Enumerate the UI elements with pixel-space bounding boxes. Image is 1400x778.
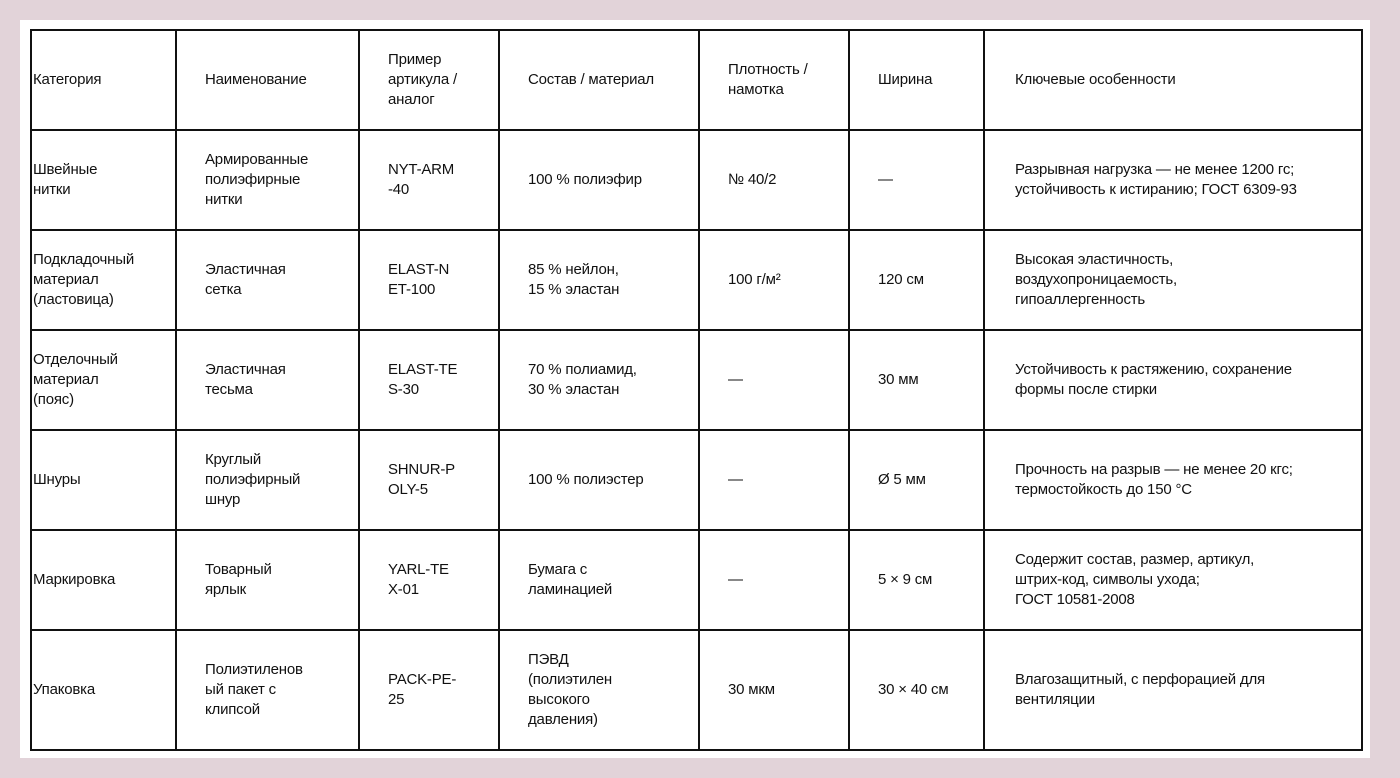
- cell-features: Содержит состав, размер, артикул, штрих-код, символы ухода; ГОСТ 10581-2008: [984, 530, 1362, 630]
- table-body: [31, 30, 1362, 750]
- cell-category: Швейные нитки: [31, 130, 176, 230]
- header-category: Категория: [31, 30, 176, 130]
- table-row: [31, 230, 1362, 330]
- table-row: [31, 130, 1362, 230]
- cell-name: Эластичная тесьма: [176, 330, 359, 430]
- cell-article: YARL-TE X-01: [359, 530, 499, 630]
- cell-features: Прочность на разрыв — не менее 20 кгс; термостойкость до 150 °С: [984, 430, 1362, 530]
- cell-density: —: [699, 330, 849, 430]
- cell-density: № 40/2: [699, 130, 849, 230]
- cell-category: Отделочный материал (пояс): [31, 330, 176, 430]
- materials-table: [30, 29, 1363, 751]
- cell-density: —: [699, 530, 849, 630]
- cell-width: —: [849, 130, 984, 230]
- cell-composition: Бумага с ламинацией: [499, 530, 699, 630]
- table-row: [31, 530, 1362, 630]
- cell-width: Ø 5 мм: [849, 430, 984, 530]
- table-row: [31, 330, 1362, 430]
- cell-name: Эластичная сетка: [176, 230, 359, 330]
- cell-features: Устойчивость к растяжению, сохранение формы после стирки: [984, 330, 1362, 430]
- cell-features: Влагозащитный, с перфорацией для вентиляции: [984, 630, 1362, 750]
- cell-name: Армированные полиэфирные нитки: [176, 130, 359, 230]
- header-article: Пример артикула / аналог: [359, 30, 499, 130]
- cell-density: 100 г/м²: [699, 230, 849, 330]
- cell-width: 30 мм: [849, 330, 984, 430]
- header-width: Ширина: [849, 30, 984, 130]
- cell-composition: 100 % полиэфир: [499, 130, 699, 230]
- document-page: [20, 20, 1370, 758]
- header-features: Ключевые особенности: [984, 30, 1362, 130]
- cell-density: —: [699, 430, 849, 530]
- cell-article: ELAST-TE S-30: [359, 330, 499, 430]
- cell-composition: 70 % полиамид, 30 % эластан: [499, 330, 699, 430]
- cell-article: NYT-ARM -40: [359, 130, 499, 230]
- header-composition: Состав / материал: [499, 30, 699, 130]
- cell-composition: 100 % полиэстер: [499, 430, 699, 530]
- cell-category: Упаковка: [31, 630, 176, 750]
- cell-composition: ПЭВД (полиэтилен высокого давления): [499, 630, 699, 750]
- cell-category: Подкладочный материал (ластовица): [31, 230, 176, 330]
- cell-composition: 85 % нейлон, 15 % эластан: [499, 230, 699, 330]
- header-name: Наименование: [176, 30, 359, 130]
- cell-width: 120 см: [849, 230, 984, 330]
- table-row: [31, 630, 1362, 750]
- cell-category: Шнуры: [31, 430, 176, 530]
- header-density: Плотность / намотка: [699, 30, 849, 130]
- cell-name: Товарный ярлык: [176, 530, 359, 630]
- cell-article: ELAST-N ET-100: [359, 230, 499, 330]
- table-header-row: [31, 30, 1362, 130]
- cell-article: PACK-PE- 25: [359, 630, 499, 750]
- cell-name: Полиэтиленов ый пакет с клипсой: [176, 630, 359, 750]
- cell-width: 30 × 40 см: [849, 630, 984, 750]
- cell-features: Высокая эластичность, воздухопроницаемость, гипоаллергенность: [984, 230, 1362, 330]
- cell-density: 30 мкм: [699, 630, 849, 750]
- cell-width: 5 × 9 см: [849, 530, 984, 630]
- cell-category: Маркировка: [31, 530, 176, 630]
- cell-features: Разрывная нагрузка — не менее 1200 гс; устойчивость к истиранию; ГОСТ 6309-93: [984, 130, 1362, 230]
- cell-name: Круглый полиэфирный шнур: [176, 430, 359, 530]
- table-row: [31, 430, 1362, 530]
- cell-article: SHNUR-P OLY-5: [359, 430, 499, 530]
